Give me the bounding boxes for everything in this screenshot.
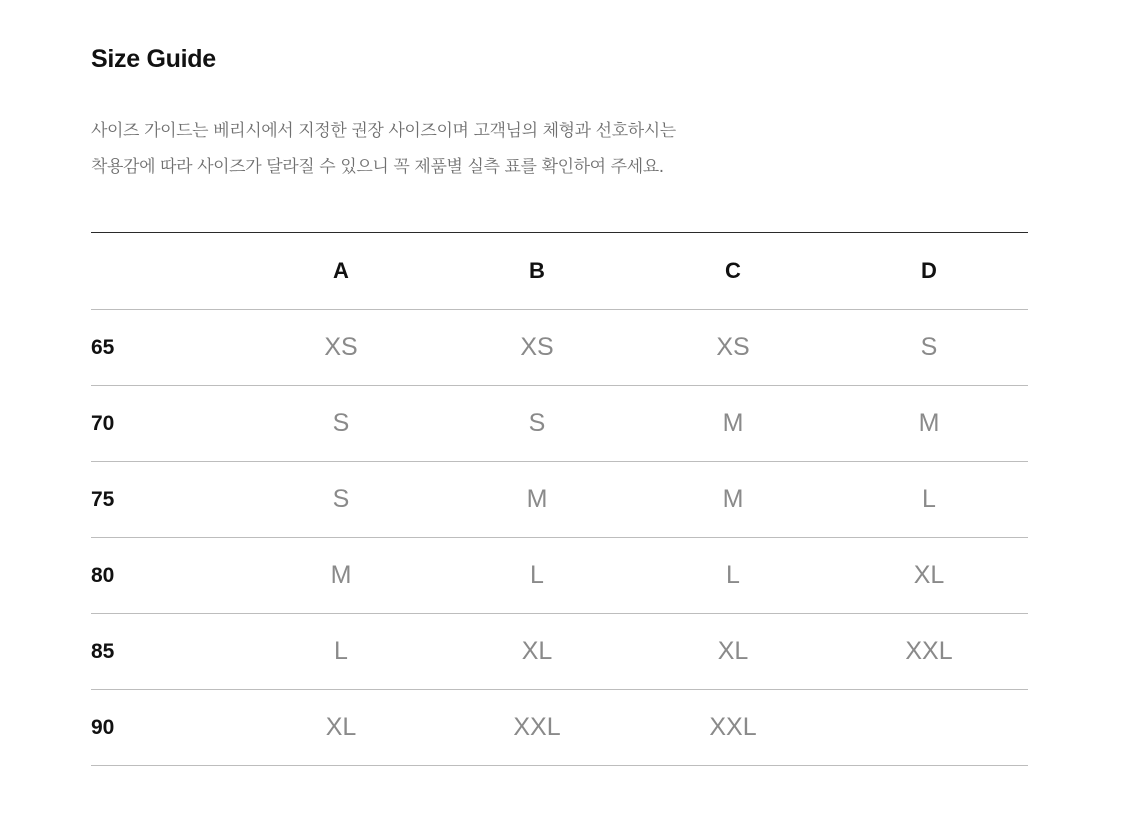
size-cell: S: [528, 409, 546, 437]
size-cell: S: [920, 333, 938, 361]
header-cell-c: C: [725, 258, 741, 283]
size-cell: XS: [324, 333, 358, 361]
header-cell-a: A: [333, 258, 349, 283]
band-size-cell: 85: [91, 639, 115, 663]
size-cell: XS: [716, 333, 750, 361]
size-guide-description: [91, 113, 851, 185]
description-line-2: 착용감에 따라 사이즈가 달라질 수 있으니 꼭 제품별 실측 표를 확인하여 주세요.: [91, 157, 664, 177]
size-cell: XS: [520, 333, 554, 361]
size-cell: L: [726, 561, 740, 589]
size-cell: XL: [717, 637, 749, 665]
size-cell: M: [918, 409, 940, 437]
header-cell-b: B: [529, 258, 545, 283]
band-size-cell: 70: [91, 411, 115, 435]
size-cell: XL: [325, 713, 357, 741]
size-cell: XXL: [905, 637, 953, 665]
table-row: [91, 310, 1028, 386]
size-cell: S: [332, 409, 350, 437]
size-cell: XXL: [709, 713, 757, 741]
size-cell: M: [722, 485, 744, 513]
table-row: [91, 538, 1028, 614]
size-cell: M: [526, 485, 548, 513]
size-cell: L: [530, 561, 544, 589]
table-row: [91, 690, 1028, 766]
band-size-cell: 75: [91, 487, 115, 511]
header-cell-d: D: [921, 258, 937, 283]
size-cell: M: [722, 409, 744, 437]
size-cell: S: [332, 485, 350, 513]
size-cell: XL: [521, 637, 553, 665]
table-header-row: [91, 233, 1028, 310]
size-cell: XL: [913, 561, 945, 589]
description-line-1: 사이즈 가이드는 베리시에서 지정한 권장 사이즈이며 고객님의 체형과 선호하시는: [91, 121, 676, 141]
table-row: [91, 386, 1028, 462]
size-table: [91, 232, 1028, 766]
band-size-cell: 65: [91, 335, 115, 359]
size-cell: XXL: [513, 713, 561, 741]
band-size-cell: 80: [91, 563, 115, 587]
size-cell: L: [922, 485, 936, 513]
band-size-cell: 90: [91, 715, 115, 739]
size-cell: M: [330, 561, 352, 589]
table-row: [91, 462, 1028, 538]
table-row: [91, 614, 1028, 690]
page-title: Size Guide: [91, 45, 216, 73]
size-cell: L: [334, 637, 348, 665]
